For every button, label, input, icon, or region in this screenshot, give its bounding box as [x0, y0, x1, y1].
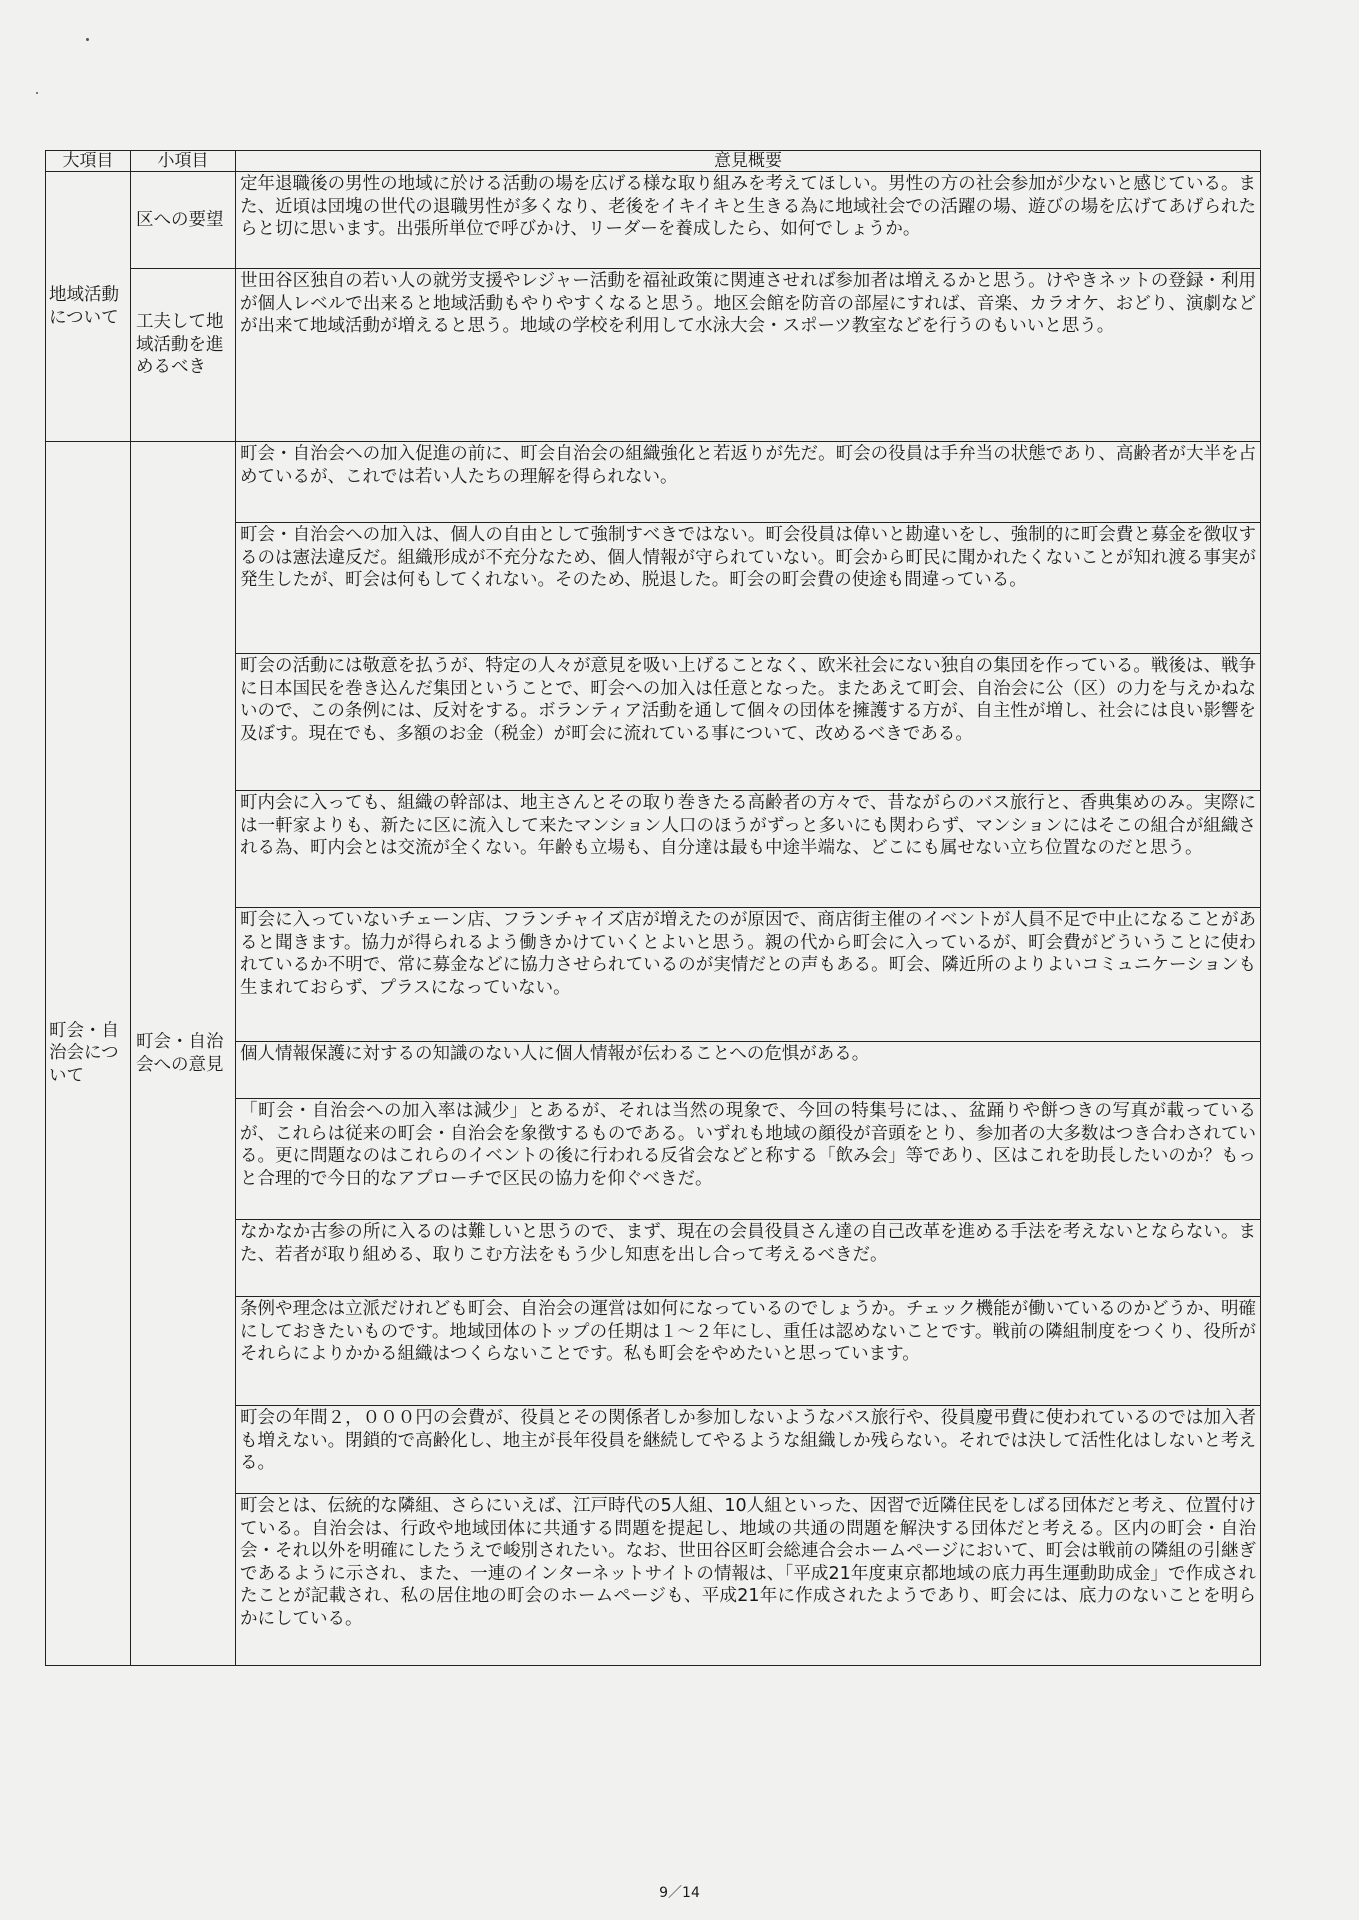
opinion-cell: 条例や理念は立派だけれども町会、自治会の運営は如何になっているのでしょうか。チェック機能が働いているのかどうか、明確にしておきたいものです。地域団体のトップの任期は１～２年にし、重任は認めないことです。戦前の隣組制度をつくり、役所がそれらによりかかる組織はつくらないことです。私も町会をやめたいと思っています。: [236, 1297, 1261, 1406]
opinion-cell: 町内会に入っても、組織の幹部は、地主さんとその取り巻きたる高齢者の方々で、昔ながらのバス旅行と、香典集めのみ。実際には一軒家よりも、新たに区に流入して来たマンション人口のほうがずっと多いにも関わらず、マンションにはそこの組合が組織される為、町内会とは交流が全くない。年齢も立場も、自分達は最も中途半端な、どこにも属せない立ち位置なのだと思う。: [236, 791, 1261, 908]
opinion-cell: 町会とは、伝統的な隣組、さらにいえば、江戸時代の5人組、10人組といった、因習で近隣住民をしばる団体だと考え、位置付けている。自治会は、行政や地域団体に共通する問題を提起し、地域の共通の問題を解決する団体だと考える。区内の町会・自治会・それ以外を明確にしたうえで峻別されたい。なお、世田谷区町会総連合会ホームページにおいて、町会は戦前の隣組の引継ぎであるように示され、また、一連のインターネットサイトの情報は、「平成21年度東京都地域の底力再生運動助成金」で作成されたことが記載され、私の居住地の町会のホームページも、平成21年に作成されたようであり、町会には、底力のないことを明らかにしている。: [236, 1494, 1261, 1666]
table-header-row: [46, 151, 1261, 172]
opinion-cell: 町会・自治会への加入は、個人の自由として強制すべきではない。町会役員は偉いと勘違いをし、強制的に町会費と募金を徴収するのは憲法違反だ。組織形成が不充分なため、個人情報が守られていない。町会から町民に聞かれたくないことが知れ渡る事実が発生したが、町会は何もしてくれない。そのため、脱退した。町会の町会費の使途も間違っている。: [236, 523, 1261, 654]
table-row: [46, 269, 1261, 442]
header-major-item: 大項目: [46, 151, 131, 172]
subcategory-cell: 区への要望: [131, 172, 236, 269]
scan-speck: [36, 92, 38, 94]
subcategory-cell: 工夫して地域活動を進めるべき: [131, 269, 236, 442]
header-opinion-summary: 意見概要: [236, 151, 1261, 172]
subcategory-cell: 町会・自治会への意見: [131, 442, 236, 1666]
category-cell: 町会・自治会について: [46, 442, 131, 1666]
opinion-summary-table: [45, 150, 1261, 1666]
opinion-cell: 町会・自治会への加入促進の前に、町会自治会の組織強化と若返りが先だ。町会の役員は手弁当の状態であり、高齢者が大半を占めているが、これでは若い人たちの理解を得られない。: [236, 442, 1261, 523]
table-row: [46, 442, 1261, 523]
table-row: [46, 172, 1261, 269]
header-minor-item: 小項目: [131, 151, 236, 172]
category-cell: 地域活動について: [46, 172, 131, 442]
opinion-cell: 町会の年間２，０００円の会費が、役員とその関係者しか参加しないようなバス旅行や、役員慶弔費に使われているのでは加入者も増えない。閉鎖的で高齢化し、地主が長年役員を継続してやるような組織しか残らない。それでは決して活性化はしないと考える。: [236, 1406, 1261, 1494]
opinion-cell: 町会の活動には敬意を払うが、特定の人々が意見を吸い上げることなく、欧米社会にない独自の集団を作っている。戦後は、戦争に日本国民を巻き込んだ集団ということで、町会への加入は任意となった。またあえて町会、自治会に公（区）の力を与えかねないので、この条例には、反対をする。ボランティア活動を通して個々の団体を擁護する方が、自主性が増し、社会には良い影響を及ぼす。現在でも、多額のお金（税金）が町会に流れている事について、改めるべきである。: [236, 654, 1261, 791]
scan-speck: [86, 38, 89, 41]
opinion-cell: 世田谷区独自の若い人の就労支援やレジャー活動を福祉政策に関連させれば参加者は増えるかと思う。けやきネットの登録・利用が個人レベルで出来ると地域活動もやりやすくなると思う。地区会館を防音の部屋にすれば、音楽、カラオケ、おどり、演劇などが出来て地域活動が増えると思う。地域の学校を利用して水泳大会・スポーツ教室などを行うのもいいと思う。: [236, 269, 1261, 442]
opinion-cell: 町会に入っていないチェーン店、フランチャイズ店が増えたのが原因で、商店街主催のイベントが人員不足で中止になることがあると聞きます。協力が得られるよう働きかけていくとよいと思う。親の代から町会に入っているが、町会費がどういうことに使われているか不明で、常に募金などに協力させられているのが実情だとの声もある。町会、隣近所のよりよいコミュニケーションも生まれておらず、プラスになっていない。: [236, 908, 1261, 1042]
opinion-cell: 個人情報保護に対するの知識のない人に個人情報が伝わることへの危惧がある。: [236, 1042, 1261, 1099]
opinion-cell: 定年退職後の男性の地域に於ける活動の場を広げる様な取り組みを考えてほしい。男性の方の社会参加が少ないと感じている。また、近頃は団塊の世代の退職男性が多くなり、老後をイキイキと生きる為に地域社会での活躍の場、遊びの場を広げてあげられたらと切に思います。出張所単位で呼びかけ、リーダーを養成したら、如何でしょうか。: [236, 172, 1261, 269]
page-number: 9／14: [659, 1885, 700, 1901]
opinion-cell: 「町会・自治会への加入率は減少」とあるが、それは当然の現象で、今回の特集号には、、盆踊りや餅つきの写真が載っているが、これらは従来の町会・自治会を象徴するものである。いずれも地域の顔役が音頭をとり、参加者の大多数はつき合わされている。更に問題なのはこれらのイベントの後に行われる反省会などと称する「飲み会」等であり、区はこれを助長したいのか？もっと合理的で今日的なアプローチで区民の協力を仰ぐべきだ。: [236, 1099, 1261, 1220]
opinion-cell: なかなか古参の所に入るのは難しいと思うので、まず、現在の会員役員さん達の自己改革を進める手法を考えないとならない。また、若者が取り組める、取りこむ方法をもう少し知恵を出し合って考えるべきだ。: [236, 1220, 1261, 1297]
